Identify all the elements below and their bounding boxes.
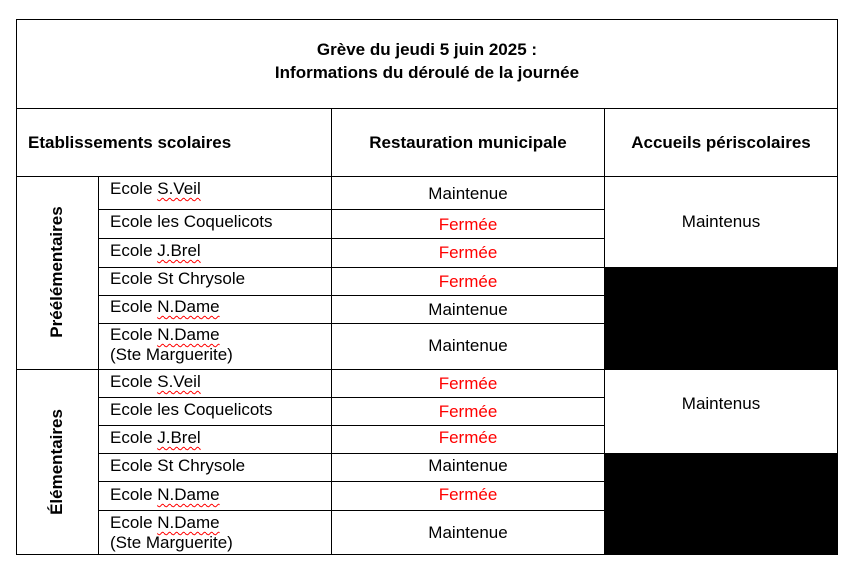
- restauration-status: Fermée: [438, 215, 498, 234]
- restauration-status: Fermée: [438, 402, 498, 421]
- group-label-preelementaires: Préélémentaires: [47, 206, 66, 338]
- restauration-status: Fermée: [438, 428, 498, 447]
- restauration-status: Fermée: [438, 374, 498, 393]
- school-name: Ecole les Coquelicots: [110, 212, 273, 231]
- school-name: Ecole St Chrysole: [110, 456, 246, 475]
- restauration-status: Maintenue: [428, 300, 508, 319]
- group-label-elementaires: Élémentaires: [47, 409, 66, 515]
- restauration-status: Fermée: [438, 243, 498, 262]
- page-title: [17, 38, 837, 84]
- school-name: Ecole St Chrysole: [110, 269, 246, 288]
- header-accueils: Accueils périscolaires: [631, 133, 811, 152]
- restauration-status: Maintenue: [428, 184, 508, 203]
- school-name: Ecole N.Dame: [110, 485, 220, 504]
- accueil-blocked-elem: [604, 453, 837, 555]
- school-name: Ecole N.Dame (Ste Marguerite): [110, 513, 233, 552]
- restauration-status: Maintenue: [428, 523, 508, 542]
- title-line-2: Informations du déroulé de la journée: [274, 63, 580, 82]
- accueil-blocked-pre: [604, 267, 837, 369]
- header-establishments: Etablissements scolaires: [28, 133, 232, 152]
- accueil-status: Maintenus: [681, 394, 761, 413]
- school-name: Ecole N.Dame (Ste Marguerite): [110, 325, 233, 364]
- school-name: Ecole les Coquelicots: [110, 400, 273, 419]
- school-name: Ecole N.Dame: [110, 297, 220, 316]
- restauration-status: Maintenue: [428, 336, 508, 355]
- restauration-status: Maintenue: [428, 456, 508, 475]
- accueil-status: Maintenus: [681, 212, 761, 231]
- school-name: Ecole J.Brel: [110, 428, 201, 447]
- restauration-status: Fermée: [438, 485, 498, 504]
- school-name: Ecole S.Veil: [110, 372, 201, 391]
- school-name: Ecole S.Veil: [110, 179, 201, 198]
- school-name: Ecole J.Brel: [110, 241, 201, 260]
- title-line-1: Grève du jeudi 5 juin 2025 :: [316, 40, 538, 59]
- header-restauration: Restauration municipale: [369, 133, 567, 152]
- restauration-status: Fermée: [438, 272, 498, 291]
